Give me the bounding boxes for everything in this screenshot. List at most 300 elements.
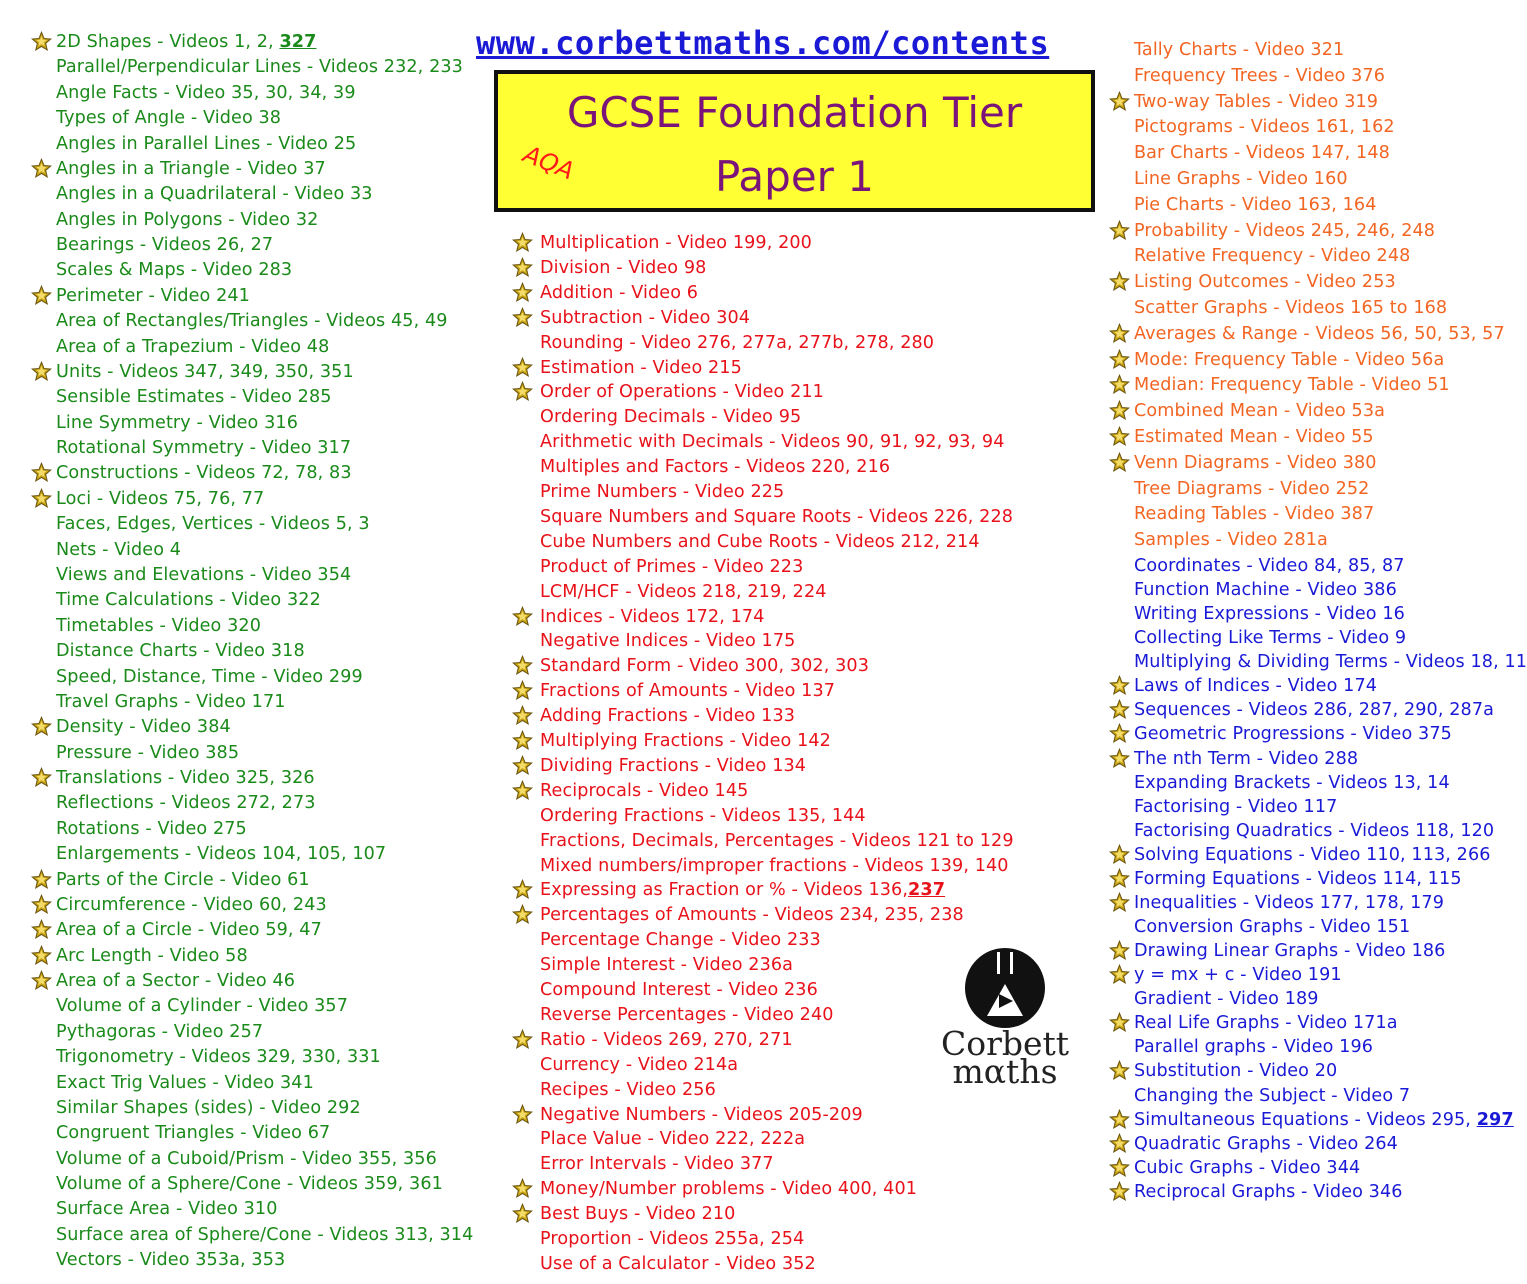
geometry-topic-item[interactable] — [56, 945, 248, 967]
logo-word-maths: mαths — [952, 1052, 1058, 1091]
topic-label: Money/Number problems - Video 400, 401 — [540, 1179, 918, 1200]
number-topic-item[interactable] — [540, 531, 980, 553]
geometry-topic-item[interactable] — [56, 158, 326, 180]
topic-label: Similar Shapes (sides) - Video 292 — [56, 1097, 361, 1118]
topic-label: Angles in a Triangle - Video 37 — [56, 158, 326, 179]
topic-label: Ratio - Videos 269, 270, 271 — [540, 1029, 793, 1050]
star-icon — [31, 158, 52, 179]
topic-label: Volume of a Cuboid/Prism - Video 355, 356 — [56, 1148, 437, 1169]
number-topic-item[interactable] — [540, 755, 806, 777]
topic-label: Expanding Brackets - Videos 13, 14 — [1134, 772, 1450, 793]
topic-label: Multiplication - Video 199, 200 — [540, 233, 812, 253]
number-topic-item[interactable] — [540, 1153, 774, 1175]
star-icon — [512, 1029, 533, 1050]
topic-label: Listing Outcomes - Video 253 — [1134, 272, 1396, 293]
star-icon — [1109, 868, 1130, 889]
star-icon — [31, 31, 52, 52]
geometry-topic-item[interactable] — [56, 869, 310, 891]
geometry-topic-item[interactable] — [56, 589, 321, 611]
number-topic-item[interactable] — [540, 1079, 716, 1101]
topic-label: Estimated Mean - Video 55 — [1134, 427, 1374, 447]
statistics-topic-item[interactable] — [1134, 349, 1444, 371]
number-topic-item[interactable] — [540, 606, 765, 628]
algebra-topic-item[interactable] — [1134, 1181, 1403, 1203]
topic-label: Rotational Symmetry - Video 317 — [56, 438, 352, 459]
topic-label: Recipes - Video 256 — [540, 1079, 716, 1100]
topic-label: Line Graphs - Video 160 — [1134, 169, 1348, 189]
topic-label: Negative Numbers - Videos 205-209 — [540, 1104, 863, 1125]
topic-label: Order of Operations - Video 211 — [540, 382, 824, 403]
topic-extra-video-link[interactable]: 237 — [908, 880, 946, 901]
geometry-topic-item[interactable] — [56, 539, 181, 561]
number-topic-item[interactable] — [540, 1253, 816, 1275]
geometry-topic-item[interactable] — [56, 183, 373, 205]
statistics-topic-item[interactable] — [1134, 65, 1385, 87]
geometry-topic-item[interactable] — [56, 716, 231, 738]
number-topic-item[interactable] — [540, 431, 1005, 453]
number-topic-item[interactable] — [540, 1004, 834, 1026]
number-topic-item[interactable] — [540, 630, 795, 652]
corbettmaths-logo — [935, 944, 1075, 1094]
number-topic-item[interactable] — [540, 556, 803, 578]
star-icon — [1109, 349, 1130, 370]
topic-label: Indices - Videos 172, 174 — [540, 606, 765, 627]
topic-label: Fractions of Amounts - Video 137 — [540, 681, 836, 702]
logo-word-corbett: Corbett — [940, 1024, 1070, 1063]
algebra-topic-item[interactable] — [1134, 1109, 1514, 1131]
star-icon — [1109, 400, 1130, 421]
algebra-topic-item[interactable] — [1134, 796, 1337, 818]
topic-label: Factorising - Video 117 — [1134, 796, 1338, 817]
star-icon — [512, 307, 533, 328]
star-icon — [31, 919, 52, 940]
topic-label: Angle Facts - Video 35, 30, 34, 39 — [56, 82, 356, 103]
topic-label: Pie Charts - Video 163, 164 — [1134, 194, 1377, 215]
statistics-topic-item[interactable] — [1134, 503, 1374, 525]
topic-label: Simultaneous Equations - Videos 295, — [1134, 1109, 1477, 1130]
star-icon — [1109, 940, 1130, 961]
number-topic-item[interactable] — [540, 730, 831, 752]
topic-label: Circumference - Video 60, 243 — [56, 894, 327, 915]
topic-label: Drawing Linear Graphs - Video 186 — [1134, 941, 1446, 962]
topic-label: Surface Area - Video 310 — [56, 1199, 278, 1220]
topic-label: Bar Charts - Videos 147, 148 — [1134, 143, 1390, 164]
geometry-topic-item[interactable] — [56, 31, 316, 53]
algebra-topic-item[interactable] — [1134, 964, 1342, 986]
star-icon — [31, 767, 52, 788]
geometry-topic-item[interactable] — [56, 970, 295, 992]
topic-label: Density - Video 384 — [56, 717, 231, 738]
topic-label: Relative Frequency - Video 248 — [1134, 246, 1411, 267]
number-topic-item[interactable] — [540, 481, 784, 503]
geometry-topic-item[interactable] — [56, 843, 386, 865]
topic-label: Conversion Graphs - Video 151 — [1134, 917, 1411, 938]
topic-label: Loci - Videos 75, 76, 77 — [56, 488, 265, 509]
statistics-topic-item[interactable] — [1134, 142, 1390, 164]
star-icon — [1109, 675, 1130, 696]
topic-label: Arithmetic with Decimals - Videos 90, 91, 92, 93, 94 — [540, 432, 1005, 453]
algebra-topic-item[interactable] — [1134, 699, 1494, 721]
number-topic-item[interactable] — [540, 581, 827, 603]
topic-label: Tree Diagrams - Video 252 — [1134, 478, 1370, 499]
topic-label: Collecting Like Terms - Video 9 — [1134, 628, 1407, 649]
topic-label: Time Calculations - Video 322 — [56, 590, 321, 611]
topic-label: Substitution - Video 20 — [1134, 1061, 1338, 1082]
topic-label: Prime Numbers - Video 225 — [540, 482, 785, 502]
number-topic-item[interactable] — [540, 879, 945, 901]
geometry-topic-item[interactable] — [56, 209, 318, 231]
algebra-topic-item[interactable] — [1134, 675, 1377, 697]
geometry-topic-item[interactable] — [56, 1122, 330, 1144]
geometry-topic-item[interactable] — [56, 995, 348, 1017]
topic-label: Timetables - Video 320 — [56, 615, 261, 636]
topic-label: Standard Form - Video 300, 302, 303 — [540, 656, 869, 677]
algebra-topic-item[interactable] — [1134, 892, 1444, 914]
algebra-topic-item[interactable] — [1134, 844, 1491, 866]
star-icon — [1109, 220, 1130, 241]
topic-label: Reverse Percentages - Video 240 — [540, 1004, 834, 1025]
star-icon — [1109, 844, 1130, 865]
star-icon — [1109, 374, 1130, 395]
topic-label: Coordinates - Video 84, 85, 87 — [1134, 556, 1405, 576]
topic-label: Laws of Indices - Video 174 — [1134, 676, 1378, 697]
algebra-topic-item[interactable] — [1134, 916, 1410, 938]
number-topic-item[interactable] — [540, 232, 812, 254]
topic-label: Median: Frequency Table - Video 51 — [1134, 375, 1450, 396]
geometry-topic-item[interactable] — [56, 336, 329, 358]
geometry-topic-item[interactable] — [56, 234, 273, 256]
number-topic-item[interactable] — [540, 1054, 738, 1076]
star-icon — [512, 381, 533, 402]
number-topic-item[interactable] — [540, 257, 706, 279]
topic-label: Forming Equations - Videos 114, 115 — [1134, 868, 1462, 889]
geometry-topic-item[interactable] — [56, 361, 354, 383]
topic-label: Congruent Triangles - Video 67 — [56, 1123, 331, 1144]
topic-label: Distance Charts - Video 318 — [56, 641, 305, 662]
topic-label: Multiplying Fractions - Video 142 — [540, 731, 831, 751]
geometry-topic-item[interactable] — [56, 1198, 278, 1220]
number-topic-item[interactable] — [540, 830, 1014, 852]
star-icon — [31, 945, 52, 966]
topic-label: Solving Equations - Video 110, 113, 266 — [1134, 844, 1491, 865]
statistics-topic-item[interactable] — [1134, 39, 1344, 61]
number-topic-item[interactable] — [540, 332, 934, 354]
topic-label: Angles in Parallel Lines - Video 25 — [56, 133, 357, 154]
algebra-topic-item[interactable] — [1134, 1060, 1337, 1082]
algebra-topic-item[interactable] — [1134, 748, 1358, 770]
number-topic-item[interactable] — [540, 406, 801, 428]
star-icon — [1109, 1181, 1130, 1202]
topic-label: Mode: Frequency Table - Video 56a — [1134, 349, 1445, 370]
geometry-topic-item[interactable] — [56, 1148, 437, 1170]
number-topic-item[interactable] — [540, 705, 795, 727]
topic-label: Ordering Decimals - Video 95 — [540, 407, 802, 428]
topic-label: Scatter Graphs - Videos 165 to 168 — [1134, 298, 1448, 318]
star-icon — [31, 894, 52, 915]
number-topic-item[interactable] — [540, 655, 869, 677]
topic-label: Fractions, Decimals, Percentages - Videos 121 to 129 — [540, 830, 1014, 851]
topic-label: Gradient - Video 189 — [1134, 989, 1319, 1010]
topic-label: Multiplying & Dividing Terms - Videos 18, 11 — [1134, 652, 1527, 673]
topic-label: Volume of a Sphere/Cone - Videos 359, 361 — [56, 1174, 443, 1195]
statistics-topic-item[interactable] — [1134, 426, 1374, 448]
geometry-topic-item[interactable] — [56, 1249, 285, 1271]
exam-board-label: AQA — [519, 140, 578, 186]
topic-label: Types of Angle - Video 38 — [56, 108, 282, 129]
star-icon — [1109, 1060, 1130, 1081]
topic-label: Surface area of Sphere/Cone - Videos 313, 314 — [56, 1224, 474, 1245]
topic-label: Writing Expressions - Video 16 — [1134, 604, 1405, 625]
statistics-topic-item[interactable] — [1134, 91, 1378, 113]
star-icon — [1109, 964, 1130, 985]
statistics-topic-item[interactable] — [1134, 297, 1447, 319]
number-topic-item[interactable] — [540, 1128, 805, 1150]
number-topic-item[interactable] — [540, 904, 964, 926]
geometry-topic-item[interactable] — [56, 285, 250, 307]
geometry-topic-item[interactable] — [56, 259, 292, 281]
topic-label: Vectors - Video 353a, 353 — [56, 1250, 286, 1271]
topic-label: Percentage Change - Video 233 — [540, 930, 821, 951]
topic-label: Reflections - Videos 272, 273 — [56, 793, 316, 814]
topic-label: Real Life Graphs - Video 171a — [1134, 1013, 1398, 1034]
number-topic-item[interactable] — [540, 954, 793, 976]
number-topic-item[interactable] — [540, 780, 748, 802]
topic-label: Compound Interest - Video 236 — [540, 980, 818, 1000]
geometry-topic-item[interactable] — [56, 1224, 473, 1246]
geometry-topic-item[interactable] — [56, 56, 463, 78]
algebra-topic-item[interactable] — [1134, 627, 1406, 649]
geometry-topic-item[interactable] — [56, 1021, 263, 1043]
star-icon — [512, 1178, 533, 1199]
geometry-topic-item[interactable] — [56, 564, 351, 586]
number-topic-item[interactable] — [540, 805, 866, 827]
statistics-topic-item[interactable] — [1134, 220, 1435, 242]
algebra-topic-item[interactable] — [1134, 1133, 1398, 1155]
geometry-topic-item[interactable] — [56, 1072, 314, 1094]
geometry-topic-item[interactable] — [56, 412, 298, 434]
topic-label: Product of Primes - Video 223 — [540, 556, 804, 577]
number-topic-item[interactable] — [540, 282, 698, 304]
star-icon — [512, 705, 533, 726]
geometry-topic-item[interactable] — [56, 1046, 381, 1068]
topic-label: Tally Charts - Video 321 — [1134, 40, 1345, 60]
number-topic-item[interactable] — [540, 307, 750, 329]
star-icon — [512, 680, 533, 701]
geometry-topic-item[interactable] — [56, 488, 264, 510]
topic-label: Averages & Range - Videos 56, 50, 53, 57 — [1134, 323, 1505, 344]
geometry-topic-item[interactable] — [56, 133, 356, 155]
star-icon — [31, 488, 52, 509]
star-icon — [31, 869, 52, 890]
title-paper: Paper 1 — [714, 152, 875, 201]
topic-label: Pressure - Video 385 — [56, 742, 240, 763]
topic-label: Factorising Quadratics - Videos 118, 120 — [1134, 820, 1495, 841]
topic-label: Pictograms - Videos 161, 162 — [1134, 117, 1395, 138]
topic-label: Geometric Progressions - Video 375 — [1134, 724, 1452, 745]
topic-label: Percentages of Amounts - Videos 234, 235, 238 — [540, 905, 964, 926]
statistics-topic-item[interactable] — [1134, 271, 1396, 293]
topic-label: Reading Tables - Video 387 — [1134, 504, 1375, 525]
contents-url-link[interactable]: www.corbettmaths.com/contents — [476, 24, 1050, 62]
topic-label: Rounding - Video 276, 277a, 277b, 278, 280 — [540, 332, 935, 353]
topic-label: Angles in a Quadrilateral - Video 33 — [56, 184, 373, 205]
topic-label: Ordering Fractions - Videos 135, 144 — [540, 805, 866, 826]
number-topic-item[interactable] — [540, 1104, 863, 1126]
topic-label: Rotations - Video 275 — [56, 818, 247, 839]
statistics-topic-item[interactable] — [1134, 323, 1505, 345]
algebra-topic-item[interactable] — [1134, 555, 1405, 577]
topic-label: Units - Videos 347, 349, 350, 351 — [56, 361, 354, 382]
topic-label: Negative Indices - Video 175 — [540, 631, 796, 652]
star-icon — [31, 716, 52, 737]
geometry-topic-item[interactable] — [56, 437, 351, 459]
statistics-topic-item[interactable] — [1134, 194, 1377, 216]
star-icon — [31, 285, 52, 306]
number-topic-item[interactable] — [540, 381, 824, 403]
topic-label: Travel Graphs - Video 171 — [56, 691, 286, 712]
topic-label: Area of Rectangles/Triangles - Videos 45, 49 — [56, 311, 448, 332]
statistics-topic-item[interactable] — [1134, 116, 1395, 138]
number-topic-item[interactable] — [540, 357, 742, 379]
algebra-topic-item[interactable] — [1134, 772, 1450, 794]
number-topic-item[interactable] — [540, 680, 835, 702]
algebra-topic-item[interactable] — [1134, 820, 1494, 842]
topic-label: Bearings - Videos 26, 27 — [56, 235, 274, 256]
topic-label: Perimeter - Video 241 — [56, 285, 250, 306]
geometry-topic-item[interactable] — [56, 615, 261, 637]
geometry-topic-item[interactable] — [56, 462, 352, 484]
statistics-topic-item[interactable] — [1134, 452, 1377, 474]
statistics-topic-item[interactable] — [1134, 478, 1369, 500]
topic-label: Translations - Video 325, 326 — [56, 768, 315, 789]
topic-label: Pythagoras - Video 257 — [56, 1021, 264, 1042]
geometry-topic-item[interactable] — [56, 640, 305, 662]
algebra-topic-item[interactable] — [1134, 1085, 1410, 1107]
topic-label: Angles in Polygons - Video 32 — [56, 209, 319, 230]
star-icon — [512, 780, 533, 801]
topic-label: Cubic Graphs - Video 344 — [1134, 1157, 1361, 1178]
topic-label: Square Numbers and Square Roots - Videos 226, 228 — [540, 506, 1014, 527]
statistics-topic-item[interactable] — [1134, 400, 1385, 422]
star-icon — [1109, 91, 1130, 112]
geometry-topic-item[interactable] — [56, 894, 327, 916]
number-topic-item[interactable] — [540, 1203, 735, 1225]
geometry-topic-item[interactable] — [56, 919, 322, 941]
topic-label: Volume of a Cylinder - Video 357 — [56, 996, 349, 1017]
logo-emblem-icon — [935, 944, 1075, 1024]
topic-label: Currency - Video 214a — [540, 1054, 739, 1075]
topic-label: Place Value - Video 222, 222a — [540, 1129, 806, 1150]
topic-label: Cube Numbers and Cube Roots - Videos 212, 214 — [540, 531, 980, 552]
star-icon — [512, 232, 533, 253]
algebra-topic-item[interactable] — [1134, 651, 1527, 673]
algebra-topic-item[interactable] — [1134, 988, 1319, 1010]
number-topic-item[interactable] — [540, 979, 818, 1001]
star-icon — [512, 904, 533, 925]
geometry-topic-item[interactable] — [56, 691, 286, 713]
star-icon — [1109, 323, 1130, 344]
statistics-topic-item[interactable] — [1134, 245, 1410, 267]
geometry-topic-item[interactable] — [56, 107, 281, 129]
statistics-topic-item[interactable] — [1134, 374, 1450, 396]
star-icon — [1109, 699, 1130, 720]
algebra-topic-item[interactable] — [1134, 579, 1397, 601]
star-icon — [1109, 452, 1130, 473]
geometry-topic-item[interactable] — [56, 82, 356, 104]
geometry-topic-item[interactable] — [56, 310, 448, 332]
star-icon — [512, 1104, 533, 1125]
statistics-topic-item[interactable] — [1134, 529, 1328, 551]
geometry-topic-item[interactable] — [56, 742, 239, 764]
geometry-topic-item[interactable] — [56, 792, 316, 814]
number-topic-item[interactable] — [540, 1178, 917, 1200]
topic-label: Expressing as Fraction or % - Videos 136, — [540, 880, 909, 901]
number-topic-item[interactable] — [540, 1029, 793, 1051]
geometry-topic-item[interactable] — [56, 386, 332, 408]
topic-label: Two-way Tables - Video 319 — [1134, 91, 1379, 112]
statistics-topic-item[interactable] — [1134, 168, 1348, 190]
topic-label: Reciprocals - Video 145 — [540, 780, 749, 801]
geometry-topic-item[interactable] — [56, 767, 315, 789]
algebra-topic-item[interactable] — [1134, 723, 1452, 745]
algebra-topic-item[interactable] — [1134, 1012, 1398, 1034]
geometry-topic-item[interactable] — [56, 1173, 443, 1195]
topic-label: Best Buys - Video 210 — [540, 1204, 736, 1225]
number-topic-item[interactable] — [540, 506, 1013, 528]
topic-label: Dividing Fractions - Video 134 — [540, 755, 807, 776]
topic-label: Error Intervals - Video 377 — [540, 1154, 774, 1175]
geometry-topic-item[interactable] — [56, 666, 363, 688]
topic-label: Combined Mean - Video 53a — [1134, 401, 1386, 422]
number-topic-item[interactable] — [540, 855, 1009, 877]
topic-label: Samples - Video 281a — [1134, 530, 1328, 551]
star-icon — [512, 730, 533, 751]
topic-label: Views and Elevations - Video 354 — [56, 564, 352, 585]
star-icon — [512, 1203, 533, 1224]
number-topic-item[interactable] — [540, 929, 821, 951]
topic-label: Area of a Circle - Video 59, 47 — [56, 920, 322, 941]
topic-label: Constructions - Videos 72, 78, 83 — [56, 463, 352, 484]
algebra-topic-item[interactable] — [1134, 603, 1405, 625]
geometry-topic-item[interactable] — [56, 818, 247, 840]
geometry-topic-item[interactable] — [56, 1097, 361, 1119]
algebra-topic-item[interactable] — [1134, 1157, 1360, 1179]
star-icon — [1109, 723, 1130, 744]
topic-label: Area of a Sector - Video 46 — [56, 971, 296, 992]
topic-label: 2D Shapes - Videos 1, 2, — [56, 32, 280, 52]
title-box — [494, 70, 1095, 212]
star-icon — [1109, 271, 1130, 292]
topic-label: Scales & Maps - Video 283 — [56, 260, 293, 281]
topic-label: Arc Length - Video 58 — [56, 945, 248, 966]
algebra-topic-item[interactable] — [1134, 868, 1462, 890]
algebra-topic-item[interactable] — [1134, 940, 1445, 962]
number-topic-item[interactable] — [540, 456, 890, 478]
star-icon — [512, 879, 533, 900]
topic-label: Inequalities - Videos 177, 178, 179 — [1134, 892, 1445, 913]
topic-label: Changing the Subject - Video 7 — [1134, 1085, 1411, 1106]
topic-extra-video-link[interactable]: 297 — [1476, 1109, 1514, 1130]
topic-label: Simple Interest - Video 236a — [540, 955, 794, 976]
star-icon — [1109, 1109, 1130, 1130]
geometry-topic-item[interactable] — [56, 513, 370, 535]
algebra-topic-item[interactable] — [1134, 1036, 1373, 1058]
number-topic-item[interactable] — [540, 1228, 804, 1250]
topic-label: Subtraction - Video 304 — [540, 307, 751, 328]
topic-label: Use of a Calculator - Video 352 — [540, 1253, 816, 1274]
topic-extra-video-link[interactable]: 327 — [279, 32, 317, 52]
star-icon — [31, 361, 52, 382]
